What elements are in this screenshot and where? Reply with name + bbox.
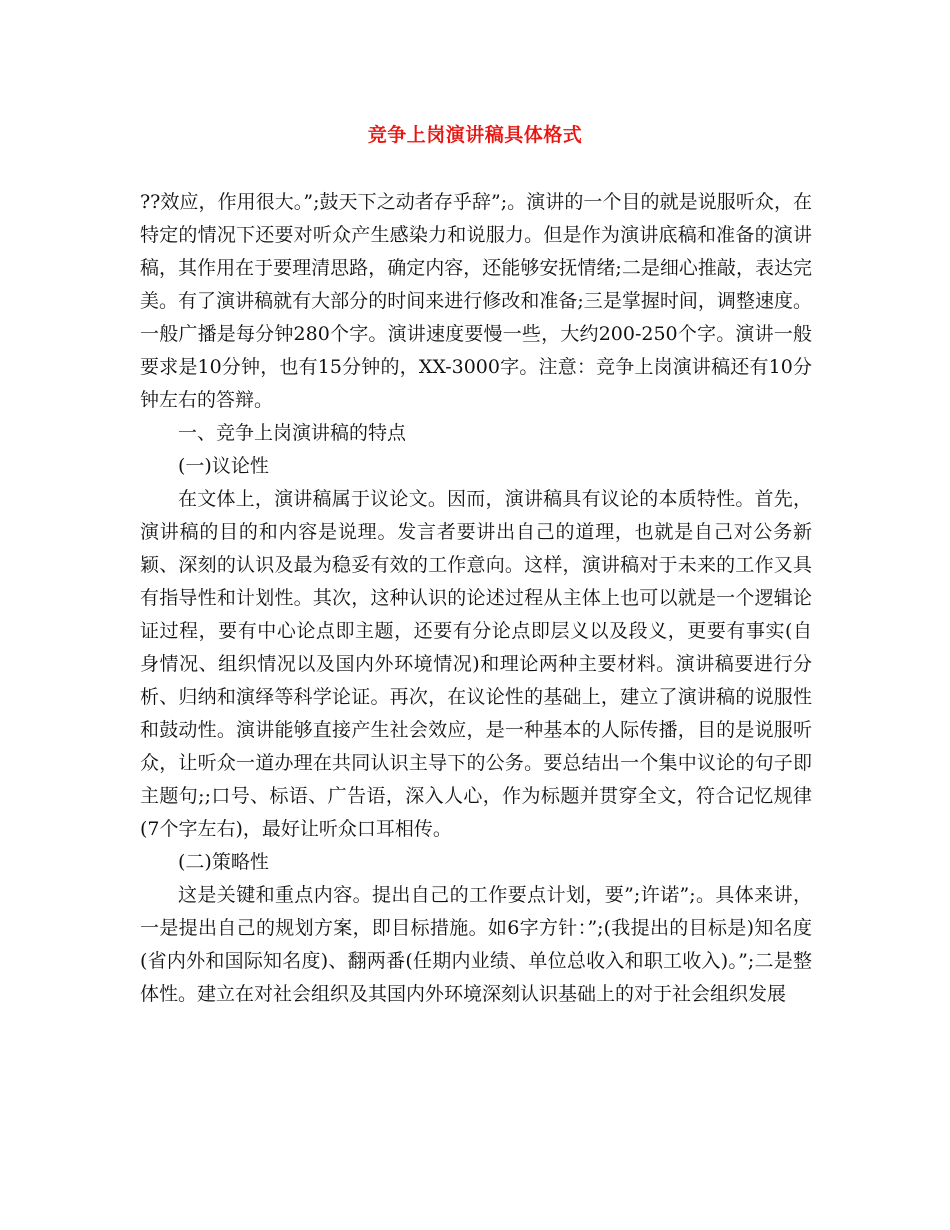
document-title: 竞争上岗演讲稿具体格式: [367, 124, 583, 146]
paragraph-argumentative: 在文体上，演讲稿属于议论文。因而，演讲稿具有议论的本质特性。首先，演讲稿的目的和内容是说理。发言者要讲出自己的道理，也就是自己对公务新颖、深刻的认识及最为稳妥有效的工作意向。这样，演讲稿对于未来的工作又具有指导性和计划性。其次，这种认识的论述过程从主体上也可以就是一个逻辑论证过程，要有中心论点即主题，还要有分论点即层义以及段义，更要有事实(自身情况、组织情况以及国内外环境情况)和理论两种主要材料。演讲稿要进行分析、归纳和演绎等科学论证。再次，在议论性的基础上，建立了演讲稿的说服性和鼓动性。演讲能够直接产生社会效应，是一种基本的人际传播，目的是说服听众，让听众一道办理在共同认识主导下的公务。要总结出一个集中议论的句子即主题句;;口号、标语、广告语，深入人心，作为标题并贯穿全文，符合记忆规律(7个字左右)，最好让听众口耳相传。: [140, 488, 812, 840]
paragraph-strategic: 这是关键和重点内容。提出自己的工作要点计划，要”;许诺”;。具体来讲，一是提出自己的规划方案，即目标措施。如6字方针：”;(我提出的目标是)知名度(省内外和国际知名度)、翻两番(任期内业绩、单位总收入和职工收入)。”;二是整体性。建立在对社会组织及其国内外环境深刻认识基础上的对于社会组织发展: [140, 884, 812, 1005]
subsection-heading-strategic: (二)策略性: [178, 851, 269, 873]
document-body: [140, 186, 812, 1011]
paragraph-intro: ??效应，作用很大。”;鼓天下之动者存乎辞”;。演讲的一个目的就是说服听众，在特定的情况下还要对听众产生感染力和说服力。但是作为演讲底稿和准备的演讲稿，其作用在于要理清思路，确定内容，还能够安抚情绪;二是细心推敲，表达完美。有了演讲稿就有大部分的时间来进行修改和准备;三是掌握时间，调整速度。一般广播是每分钟280个字。演讲速度要慢一些，大约200-250个字。演讲一般要求是10分钟，也有15分钟的，XX-3000字。注意：竞争上岗演讲稿还有10分钟左右的答辩。: [140, 191, 812, 411]
subsection-heading-argumentative: (一)议论性: [178, 455, 269, 477]
section-heading-features: 一、竞争上岗演讲稿的特点: [178, 422, 407, 444]
